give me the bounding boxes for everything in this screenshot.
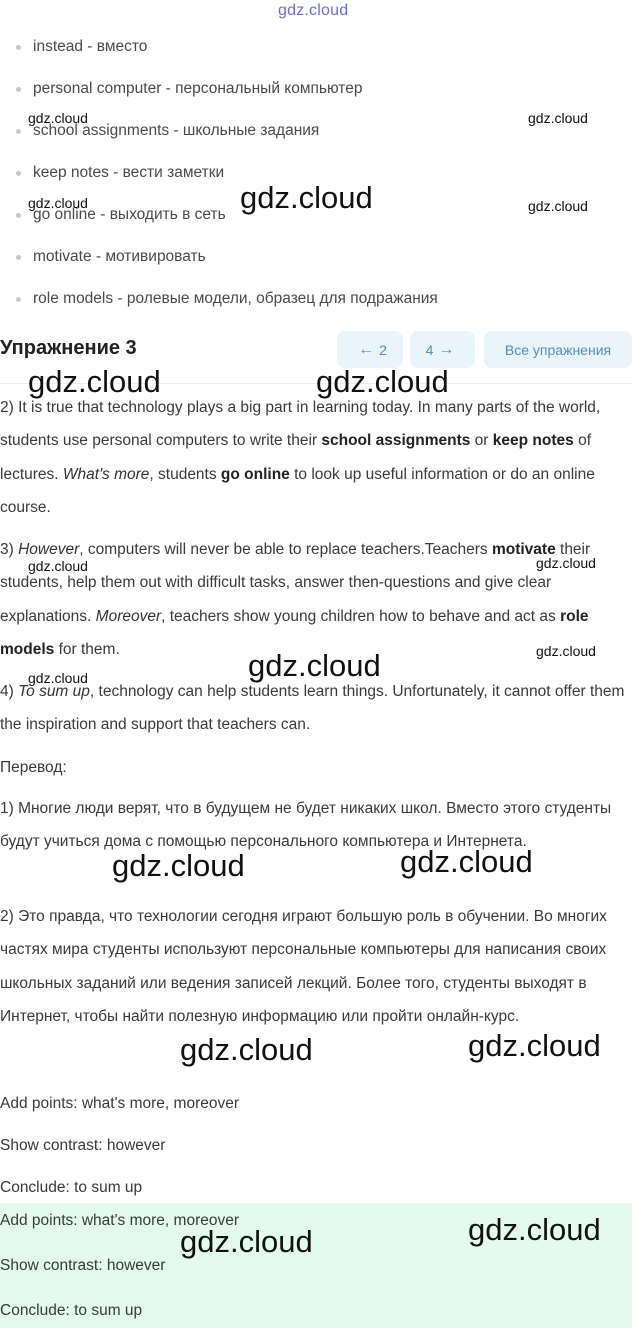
bullet-icon <box>16 171 21 176</box>
answer-paragraph-4 <box>0 675 632 742</box>
watermark: gdz.cloud <box>536 555 596 571</box>
bold-phrase: go online <box>220 465 290 483</box>
watermark: gdz.cloud <box>316 364 449 399</box>
watermark: gdz.cloud <box>28 195 88 211</box>
watermark: gdz.cloud <box>240 180 373 215</box>
highlight-conclude: Conclude: to sum up <box>0 1302 143 1319</box>
next-exercise-label: 4 <box>425 341 434 358</box>
watermark: gdz.cloud <box>528 110 588 126</box>
vocab-text: school assignments - школьные задания <box>33 122 320 139</box>
summary-show-contrast: Show contrast: however <box>0 1137 166 1154</box>
answer-paragraph-2 <box>0 391 632 525</box>
italic-phrase: Moreover <box>95 607 162 625</box>
watermark: gdz.cloud <box>400 844 533 879</box>
watermark: gdz.cloud <box>468 1028 601 1063</box>
watermark-top: gdz.cloud <box>278 2 349 19</box>
bold-phrase: keep notes <box>492 432 574 450</box>
prev-exercise-button[interactable] <box>337 331 403 368</box>
vocab-text: motivate - мотивировать <box>33 248 206 265</box>
watermark: gdz.cloud <box>180 1032 313 1067</box>
translation-paragraph-2: 2) Это правда, что технологии сегодня играют большую роль в обучении. Во многих частях мира студенты используют персональные компьютеры для написания своих школьных заданий или ведения записей лекций. Более того, студенты выходят в Интернет, чтобы найти полезную информацию или пройти онлайн-курс. <box>0 908 607 1026</box>
text: 2) It is true that technology plays a big part in learning today. In many parts of the world, students use personal computers to write their <box>0 399 601 450</box>
watermark: gdz.cloud <box>28 670 88 686</box>
watermark: gdz.cloud <box>28 364 161 399</box>
all-exercises-button[interactable] <box>484 331 632 368</box>
vocab-text: instead - вместо <box>33 38 148 55</box>
text: , students <box>149 465 221 483</box>
text: for them. <box>54 641 120 659</box>
bullet-icon <box>16 129 21 134</box>
bullet-icon <box>16 213 21 218</box>
bullet-icon <box>16 87 21 92</box>
highlight-add-points: Add points: what's more, moreover <box>0 1212 240 1229</box>
all-exercises-label: Все упражнения <box>504 341 612 358</box>
vocab-text: keep notes - вести заметки <box>33 164 225 181</box>
vocab-text: role models - ролевые модели, образец для подражания <box>33 290 438 307</box>
watermark: gdz.cloud <box>468 1212 601 1247</box>
bullet-icon <box>16 255 21 260</box>
bold-phrase: motivate <box>491 541 556 558</box>
highlight-show-contrast: Show contrast: however <box>0 1257 166 1274</box>
watermark: gdz.cloud <box>28 558 88 574</box>
bullet-icon <box>16 297 21 302</box>
summary-add-points: Add points: what's more, moreover <box>0 1095 240 1112</box>
summary-conclude: Conclude: to sum up <box>0 1179 143 1196</box>
watermark: gdz.cloud <box>528 198 588 214</box>
vocab-text: personal computer - персональный компьютер <box>33 80 363 97</box>
text: their students, help them out with difficult tasks, answer then-questions and give clear explanations. <box>0 541 591 625</box>
text: 4) <box>0 683 19 700</box>
text: , teachers show young children how to behave and act as <box>161 607 561 625</box>
watermark: gdz.cloud <box>536 643 596 659</box>
italic-phrase: To sum up <box>18 683 90 700</box>
vocab-text: go online - выходить в сеть <box>33 206 226 223</box>
translation-paragraph-1: 1) Многие люди верят, что в будущем не будет никаких школ. Вместо этого студенты будут учиться дома с помощью персонального компьютера и Интернета. <box>0 800 612 851</box>
watermark: gdz.cloud <box>180 1224 313 1259</box>
text: , technology can help students learn things. Unfortunately, it cannot offer them the inspiration and support that teachers can. <box>0 683 625 734</box>
italic-phrase: However <box>18 541 80 558</box>
text: 3) <box>0 541 19 558</box>
watermark: gdz.cloud <box>28 110 88 126</box>
watermark: gdz.cloud <box>112 848 245 883</box>
text: to look up useful information or do an online course. <box>0 465 595 517</box>
arrow-left-icon: ← <box>358 340 375 358</box>
italic-phrase: What's more <box>62 465 150 483</box>
prev-exercise-label: 2 <box>379 341 387 358</box>
bold-phrase: role models <box>0 607 589 659</box>
bullet-icon <box>16 45 21 50</box>
text: of lectures. <box>0 432 591 483</box>
watermark: gdz.cloud <box>248 648 381 683</box>
text: or <box>470 432 493 450</box>
exercise-title: Упражнение 3 <box>0 337 137 359</box>
arrow-right-icon: → <box>438 340 455 358</box>
text: , computers will never be able to replace teachers.Teachers <box>79 541 492 558</box>
bold-phrase: school assignments <box>321 432 471 450</box>
translation-label: Перевод: <box>0 759 67 776</box>
next-exercise-button[interactable] <box>410 331 475 368</box>
